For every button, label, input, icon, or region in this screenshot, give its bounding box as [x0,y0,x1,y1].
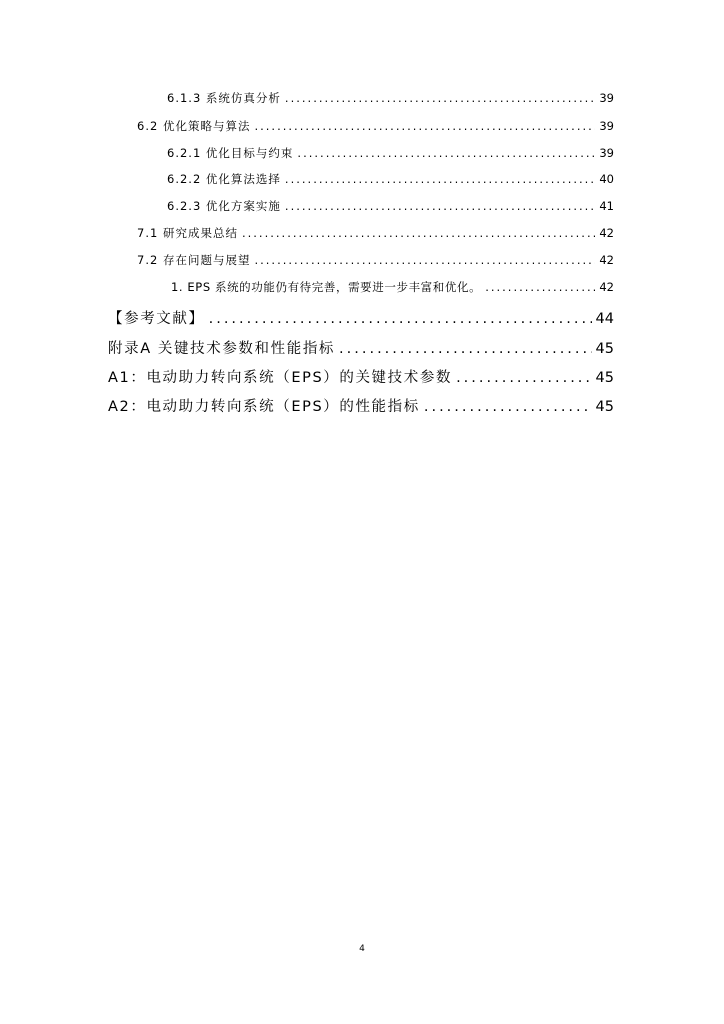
toc-dot-leader [285,91,595,105]
toc-entry-title: 1. EPS 系统的功能仍有待完善，需要进一步丰富和优化。 [171,280,482,294]
toc-entry-title: 7.2 存在问题与展望 [137,253,251,267]
toc-dot-leader [485,280,595,294]
toc-dot-leader [254,253,595,267]
toc-entry-page: 39 [599,146,614,160]
toc-entry-title: 6.1.3 系统仿真分析 [167,91,281,105]
toc-entry-page: 39 [599,119,614,133]
toc-dot-leader [297,146,595,160]
toc-dot-leader [424,399,592,415]
page-number: 4 [359,944,365,954]
toc-entry[interactable] [171,279,614,295]
toc-entry-title: 6.2.1 优化目标与约束 [167,146,294,160]
toc-entry[interactable] [167,145,614,161]
toc-entry[interactable] [167,90,614,106]
toc-dot-leader [339,341,592,357]
toc-entry-title: A2：电动助力转向系统（EPS）的性能指标 [108,399,420,415]
toc-entry-page: 41 [599,199,614,213]
toc-entry-title: 附录A 关键技术参数和性能指标 [108,341,336,357]
toc-entry[interactable] [108,395,614,416]
toc-entry[interactable] [108,366,614,387]
toc-dot-leader [285,199,595,213]
toc-entry[interactable] [167,171,614,187]
toc-entry-page: 45 [595,370,614,386]
toc-dot-leader [254,119,595,133]
toc-dot-leader [242,226,595,240]
toc-dot-leader [456,370,591,386]
toc-entry[interactable] [108,337,614,358]
toc-entry-title: 6.2.3 优化方案实施 [167,199,281,213]
toc-entry-page: 42 [599,280,614,294]
toc-entry-title: 6.2 优化策略与算法 [137,119,251,133]
toc-entry[interactable] [167,198,614,214]
toc-entry-title: 7.1 研究成果总结 [137,226,238,240]
toc-entry-page: 45 [595,399,614,415]
toc-entry-page: 40 [599,172,614,186]
toc-entry-title: 6.2.2 优化算法选择 [167,172,281,186]
toc-dot-leader [285,172,595,186]
toc-entry-page: 45 [595,341,614,357]
toc-entry-page: 39 [599,91,614,105]
toc-entry-title: A1：电动助力转向系统（EPS）的关键技术参数 [108,370,453,386]
toc-entry-page: 42 [599,253,614,267]
toc-dot-leader [209,311,592,327]
toc-entry[interactable] [108,307,614,328]
toc-entry-page: 44 [595,311,614,327]
toc-entry-title: 【参考文献】 [108,311,205,327]
toc-entry[interactable] [137,252,614,268]
toc-entry[interactable] [137,225,614,241]
toc-entry-page: 42 [599,226,614,240]
toc-entry[interactable] [137,118,614,134]
